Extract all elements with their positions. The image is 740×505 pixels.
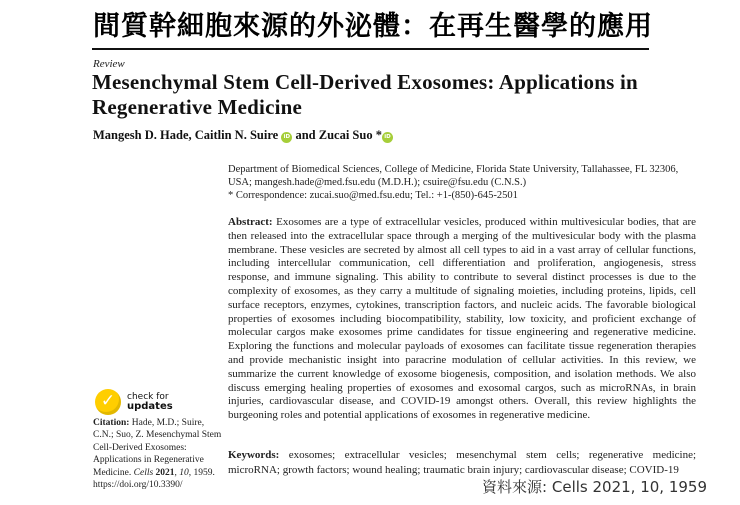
keywords-paragraph — [228, 448, 696, 477]
checkmark-icon: ✓ — [100, 391, 116, 411]
correspondence-asterisk: * — [375, 128, 382, 142]
crossmark-circle-icon — [95, 389, 121, 415]
translated-title: 間質幹細胞來源的外泌體：在再生醫學的應用 — [93, 11, 653, 42]
source-note: 資料來源: Cells 2021, 10, 1959 — [482, 478, 707, 496]
author-names-continued: and Zucai Suo — [295, 128, 373, 142]
keywords-text: exosomes; extracellular vesicles; mesenchymal stem cells; regenerative medicine; microRNA; growth factors; wound healing; traumatic brain injury; cardiovascular disease; COVID-19 — [228, 449, 697, 476]
article-type-label: Review — [93, 58, 125, 70]
title-divider — [92, 48, 649, 50]
citation-year: 2021 — [155, 467, 175, 478]
badge-text — [127, 392, 173, 412]
paper-title: Mesenchymal Stem Cell-Derived Exosomes: Applications in Regenerative Medicine — [92, 70, 638, 119]
citation-block — [93, 417, 223, 491]
author-line — [93, 128, 693, 143]
citation-label: Citation: — [93, 418, 130, 428]
correspondence-line: * Correspondence: zucai.suo@med.fsu.edu; Tel.: +1-(850)-645-2501 — [228, 190, 518, 201]
check-for-updates-badge[interactable] — [95, 389, 173, 415]
badge-line2: updates — [127, 401, 173, 412]
citation-volume: 10 — [179, 467, 189, 478]
orcid-icon[interactable]: iD — [382, 132, 393, 143]
abstract-label: Abstract: — [228, 216, 273, 228]
citation-tail: , 1959. https://doi.org/10.3390/ — [93, 467, 215, 491]
orcid-icon[interactable]: iD — [281, 132, 292, 143]
citation-journal: Cells — [133, 467, 154, 478]
citation-body: Hade, M.D.; Suire, C.N.; Suo, Z. Mesenchymal Stem Cell-Derived Exosomes: Applications in Regenerative Medicine. — [93, 418, 222, 478]
keywords-label: Keywords: — [228, 449, 280, 461]
abstract-text: Exosomes are a type of extracellular vesicles, produced within multivesicular bodies, that are then released into the extracellular space through a merging of the multivesicular body with the plasma membrane. These vesicles are secreted by almost all cell types to aid in a vast array of cellular functions, including intercellular communication, cell differentiation and proliferation, angiogenesis, stress response, and immune signaling. This ability to contribute to several distinct processes is due to the complexity of exosomes, as they carry a multitude of signaling moieties, including proteins, lipids, cell surface receptors, enzymes, cytokines, transcription factors, and nucleic acids. The favorable biological properties of exosomes including biocompatibility, stability, low toxicity, and proficient exchange of molecular cargos make exosomes prime candidates for tissue engineering and regenerative medicine. Exploring the functions and molecular payloads of exosomes can facilitate tissue regeneration therapies and provide mechanistic insight into paracrine modulation of cellular activities. In this review, we summarize the current knowledge of exosome biogenesis, composition, and isolation methods. We also discuss emerging healing properties of exosomes and exosomal cargos, such as microRNAs, in brain injuries, cardiovascular disease, and COVID-19 amongst others. Overall, this review highlights the burgeoning roles and potential applications of exosomes in regenerative medicine. — [228, 216, 696, 422]
author-names: Mangesh D. Hade, Caitlin N. Suire — [93, 128, 279, 142]
badge-line1: check for — [127, 392, 169, 402]
abstract-paragraph — [228, 216, 696, 423]
affiliation-text: Department of Biomedical Sciences, College of Medicine, Florida State University, Tallahassee, FL 32306, USA; mangesh.hade@med.fsu.edu (M.D.H.); csuire@fsu.edu (C.N.S.) — [228, 164, 679, 188]
affiliation-block — [228, 163, 698, 202]
citation-separator: , — [174, 467, 177, 478]
